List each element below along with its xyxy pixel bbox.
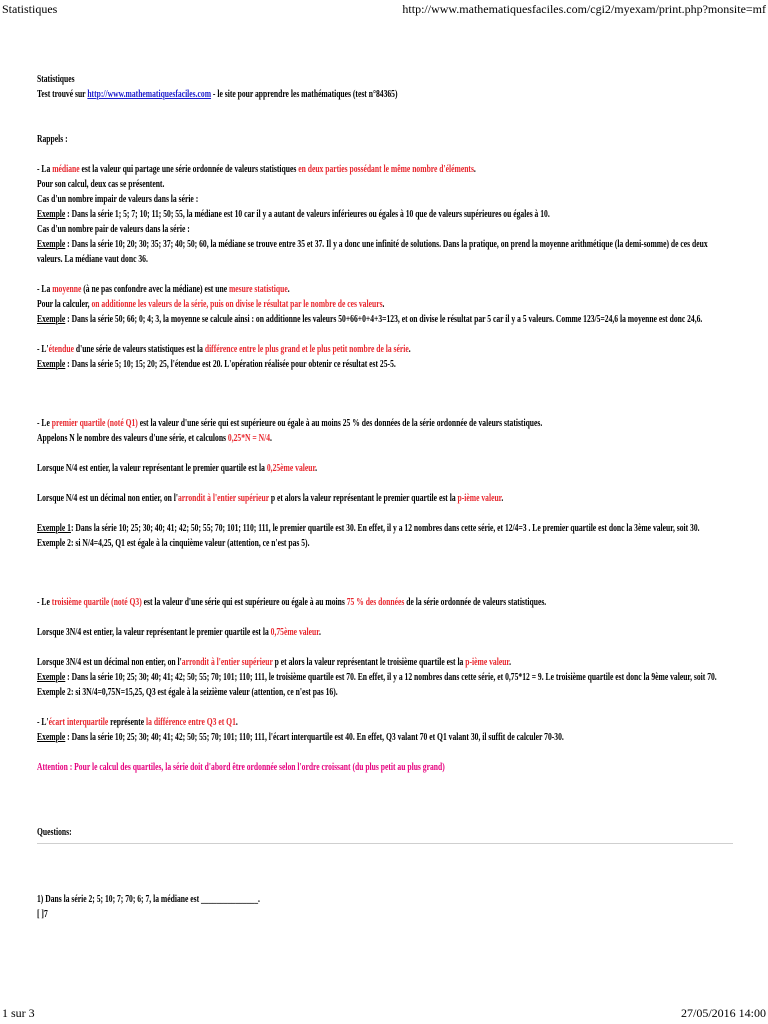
mediane-example-even: Exemple : Dans la série 10; 20; 30; 35; 37; 40; 50; 60, la médiane se trouve entre 35 et 37. Il y a donc une infinité de solutions. Dans la pratique, on prend la moyenne arithmétique (la demi-somme) de ces deux valeurs. La médiane vaut donc 36. xyxy=(37,239,708,265)
q1-n-formula: Appelons N le nombre des valeurs d'une série, et calculons 0,25*N = N/4. xyxy=(37,433,272,444)
q3-integer-case: Lorsque 3N/4 est entier, la valeur représentant le premier quartile est la 0,75ème valeur. xyxy=(37,627,321,638)
page-number: 1 sur 3 xyxy=(2,1006,35,1020)
q3-definition: - Le troisième quartile (noté Q3) est la valeur d'une série qui est supérieure ou égale à au moins 75 % des données de la série ordonnée de valeurs statistiques. xyxy=(37,597,547,608)
ecart-definition: - L'écart interquartile représente la différence entre Q3 et Q1. xyxy=(37,717,238,728)
attention-note: Attention : Pour le calcul des quartiles, la série doit d'abord être ordonnée selon l'ordre croissant (du plus petit au plus grand) xyxy=(37,762,445,773)
q3-example-2: Exemple 2: si 3N/4=0,75N=15,25, Q3 est égale à la seizième valeur (attention, ce n'est pas 16). xyxy=(37,687,338,698)
section-divider xyxy=(37,843,733,844)
page-url-header: http://www.mathematiquesfaciles.com/cgi2/myexam/print.php?monsite=mf xyxy=(402,2,766,16)
mediane-example-odd: Exemple : Dans la série 1; 5; 7; 10; 11; 50; 55, la médiane est 10 car il y a autant de valeurs inférieures ou égales à 10 que de valeurs supérieures ou égales à 10. xyxy=(37,209,550,220)
answer-choice-1[interactable]: [ ]7 xyxy=(37,909,48,920)
q3-example-1: Exemple : Dans la série 10; 25; 30; 40; 41; 42; 50; 55; 70; 101; 110; 111, le troisième quartile est 70. En effet, il y a 12 nombres dans cette série, et 0,75*12 = 9. Le troisième quartile est donc la 9ème valeur, soit 70. xyxy=(37,672,717,683)
mediane-definition: - La médiane est la valeur qui partage une série ordonnée de valeurs statistiques en deux parties possédant le même nombre d'éléments. xyxy=(37,164,476,175)
q1-example-2: Exemple 2: si N/4=4,25, Q1 est égale à la cinquième valeur (attention, ce n'est pas 5). xyxy=(37,538,310,549)
print-datetime: 27/05/2016 14:00 xyxy=(680,1006,766,1020)
etendue-definition: - L'étendue d'une série de valeurs statistiques est la différence entre le plus grand et le plus petit nombre de la série. xyxy=(37,344,411,355)
moyenne-definition: - La moyenne (à ne pas confondre avec la médiane) est une mesure statistique. xyxy=(37,284,290,295)
site-link[interactable]: http://www.mathematiquesfaciles.com xyxy=(87,89,212,100)
doc-title: Statistiques xyxy=(37,74,75,85)
questions-heading: Questions: xyxy=(37,827,72,838)
question-1: 1) Dans la série 2; 5; 10; 7; 70; 6; 7, la médiane est _______________. xyxy=(37,894,260,905)
moyenne-calc: Pour la calculer, on additionne les valeurs de la série, puis on divise le résultat par le nombre de ces valeurs. xyxy=(37,299,385,310)
q1-definition: - Le premier quartile (noté Q1) est la valeur d'une série qui est supérieure ou égale à au moins 25 % des données de la série ordonnée de valeurs statistiques. xyxy=(37,418,543,429)
mediane-even-case: Cas d'un nombre pair de valeurs dans la série : xyxy=(37,224,190,235)
document-body xyxy=(37,72,717,922)
q1-integer-case: Lorsque N/4 est entier, la valeur représentant le premier quartile est la 0,25ème valeur. xyxy=(37,463,318,474)
ecart-example: Exemple : Dans la série 10; 25; 30; 40; 41; 42; 50; 55; 70; 101; 110; 111, l'écart interquartile est 40. En effet, Q3 valant 70 et Q1 valant 30, il suffit de calculer 70-30. xyxy=(37,732,564,743)
mediane-odd-case: Cas d'un nombre impair de valeurs dans la série : xyxy=(37,194,199,205)
q3-decimal-case: Lorsque 3N/4 est un décimal non entier, on l'arrondit à l'entier supérieur p et alors la valeur représentant le troisième quartile est la p-ième valeur. xyxy=(37,657,512,668)
moyenne-example: Exemple : Dans la série 50; 66; 0; 4; 3, la moyenne se calcule ainsi : on additionne les valeurs 50+66+0+4+3=123, et on divise le résultat par 5 car il y a 5 valeurs. Comme 123/5=24,6 la moyenne est donc 24,6. xyxy=(37,314,703,325)
test-source: Test trouvé sur http://www.mathematiquesfaciles.com - le site pour apprendre les mathématiques (test n°84365) xyxy=(37,89,398,100)
mediane-calc-intro: Pour son calcul, deux cas se présentent. xyxy=(37,179,165,190)
q1-example-1: Exemple 1: Dans la série 10; 25; 30; 40; 41; 42; 50; 55; 70; 101; 110; 111, le premier quartile est 30. En effet, il y a 12 nombres dans cette série, et 12/4=3 . Le premier quartile est donc la 3ème valeur, soit 30. xyxy=(37,523,700,534)
q1-decimal-case: Lorsque N/4 est un décimal non entier, on l'arrondit à l'entier supérieur p et alors la valeur représentant le premier quartile est la p-ième valeur. xyxy=(37,493,504,504)
rappels-heading: Rappels : xyxy=(37,134,68,145)
etendue-example: Exemple : Dans la série 5; 10; 15; 20; 25, l'étendue est 20. L'opération réalisée pour obtenir ce résultat est 25-5. xyxy=(37,359,396,370)
page-title-header: Statistiques xyxy=(2,2,58,16)
